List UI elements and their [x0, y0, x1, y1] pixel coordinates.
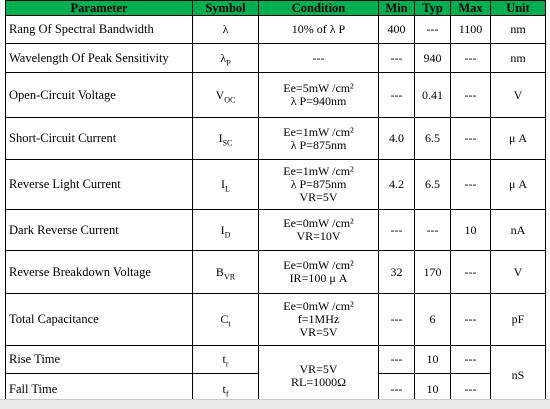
param-cell: Dark Reverse Current	[6, 210, 193, 251]
typ-cell: ---	[415, 16, 451, 44]
typ-cell: 10	[415, 374, 451, 406]
max-cell: 10	[451, 210, 491, 251]
table-row	[6, 160, 546, 210]
param-cell: Short-Circuit Current	[6, 118, 193, 160]
typ-cell: 6.5	[415, 118, 451, 160]
header-unit: Unit	[491, 1, 546, 16]
param-cell: Fall Time	[6, 374, 193, 406]
symbol-cell	[193, 160, 259, 210]
param-cell: Reverse Light Current	[6, 160, 193, 210]
condition-cell	[259, 294, 379, 346]
symbol-cell	[193, 16, 259, 44]
unit-cell: V	[491, 73, 546, 118]
condition-line: RL=1000Ω	[290, 374, 347, 389]
condition-line: Ee=1mW /cm²	[283, 124, 354, 139]
condition-line: λ P=875nm	[290, 137, 347, 152]
min-cell: 4.0	[379, 118, 415, 160]
condition-line: 10% of λ P	[291, 22, 346, 36]
condition-line: f=1MHz	[297, 312, 340, 326]
symbol-cell	[193, 251, 259, 294]
symbol-sub: r	[225, 359, 229, 369]
param-cell: Reverse Breakdown Voltage	[6, 251, 193, 294]
max-cell: ---	[451, 346, 491, 374]
param-cell: Wavelength Of Peak Sensitivity	[6, 44, 193, 73]
typ-cell: 6	[415, 294, 451, 346]
header-symbol: Symbol	[193, 1, 259, 16]
symbol-main: I	[218, 131, 223, 145]
unit-cell: pF	[491, 294, 546, 346]
typ-cell: 6.5	[415, 160, 451, 210]
symbol-main: λ	[220, 50, 227, 65]
condition-line: Ee=1mW /cm²	[283, 164, 354, 178]
condition-line: VR=5V	[299, 325, 338, 339]
max-cell: ---	[451, 294, 491, 346]
condition-cell	[259, 16, 379, 44]
spec-table	[5, 0, 546, 406]
symbol-main: λ	[222, 22, 229, 36]
symbol-cell	[193, 44, 259, 73]
unit-cell: μ A	[491, 160, 546, 210]
symbol-sub: VR	[223, 271, 236, 281]
unit-cell: nS	[491, 346, 546, 406]
condition-cell	[259, 346, 379, 406]
table-row	[6, 346, 546, 374]
condition-cell	[259, 44, 379, 73]
condition-cell	[259, 73, 379, 118]
condition-line: VR=10V	[296, 229, 341, 243]
table-row	[6, 16, 546, 44]
symbol-cell	[193, 118, 259, 160]
condition-line: ---	[312, 50, 325, 65]
header-row	[6, 1, 546, 16]
condition-line: Ee=0mW /cm²	[283, 216, 354, 230]
table-row	[6, 118, 546, 160]
header-min: Min	[379, 1, 415, 16]
max-cell: ---	[451, 251, 491, 294]
unit-cell: nA	[491, 210, 546, 251]
unit-cell: V	[491, 251, 546, 294]
condition-cell	[259, 118, 379, 160]
min-cell: ---	[379, 44, 415, 73]
table-row	[6, 294, 546, 346]
symbol-sub: P	[226, 57, 231, 67]
symbol-sub: L	[225, 184, 230, 194]
table-row	[6, 210, 546, 251]
header-max: Max	[451, 1, 491, 16]
symbol-main: B	[215, 264, 224, 279]
symbol-cell	[193, 73, 259, 118]
symbol-cell	[193, 346, 259, 374]
unit-cell: nm	[491, 16, 546, 44]
table-row	[6, 73, 546, 118]
param-cell: Open-Circuit Voltage	[6, 73, 193, 118]
symbol-main: C	[220, 312, 229, 326]
min-cell: ---	[379, 73, 415, 118]
symbol-main: t	[222, 382, 226, 396]
table-row	[6, 44, 546, 73]
typ-cell: ---	[415, 210, 451, 251]
condition-line: Ee=5mW /cm²	[283, 81, 354, 95]
symbol-main: I	[221, 177, 226, 191]
max-cell: ---	[451, 160, 491, 210]
min-cell: ---	[379, 294, 415, 346]
condition-line: VR=5V	[299, 361, 338, 376]
condition-line: VR=5V	[299, 190, 338, 204]
header-parameter: Parameter	[6, 1, 193, 16]
header-condition: Condition	[259, 1, 379, 16]
unit-cell: nm	[491, 44, 546, 73]
max-cell: ---	[451, 44, 491, 73]
symbol-sub: SC	[222, 138, 233, 148]
symbol-sub: D	[224, 229, 231, 239]
symbol-main: V	[215, 87, 225, 102]
max-cell: ---	[451, 374, 491, 406]
max-cell: ---	[451, 73, 491, 118]
min-cell: ---	[379, 346, 415, 374]
condition-cell	[259, 210, 379, 251]
header-typ: Typ	[415, 1, 451, 16]
typ-cell: 170	[415, 251, 451, 294]
min-cell: 400	[379, 16, 415, 44]
symbol-sub: OC	[224, 94, 236, 104]
condition-line: λ P=940nm	[290, 94, 347, 108]
min-cell: ---	[379, 374, 415, 406]
symbol-main: t	[222, 352, 226, 366]
param-cell: Total Capacitance	[6, 294, 193, 346]
typ-cell: 940	[415, 44, 451, 73]
typ-cell: 10	[415, 346, 451, 374]
condition-line: Ee=0mW /cm²	[283, 299, 354, 313]
min-cell: ---	[379, 210, 415, 251]
condition-line: Ee=0mW /cm²	[283, 258, 354, 272]
symbol-main: I	[220, 222, 225, 237]
symbol-sub: f	[225, 389, 229, 399]
condition-line: IR=100 μ A	[289, 271, 348, 285]
condition-cell	[259, 160, 379, 210]
max-cell: 1100	[451, 16, 491, 44]
max-cell: ---	[451, 118, 491, 160]
condition-cell	[259, 251, 379, 294]
typ-cell: 0.41	[415, 73, 451, 118]
param-cell: Rise Time	[6, 346, 193, 374]
min-cell: 32	[379, 251, 415, 294]
param-cell: Rang Of Spectral Bandwidth	[6, 16, 193, 44]
symbol-cell	[193, 294, 259, 346]
unit-cell: μ A	[491, 118, 546, 160]
symbol-cell	[193, 210, 259, 251]
symbol-sub: t	[228, 319, 231, 329]
condition-line: λ P=875nm	[290, 177, 347, 191]
table-row	[6, 251, 546, 294]
min-cell: 4.2	[379, 160, 415, 210]
